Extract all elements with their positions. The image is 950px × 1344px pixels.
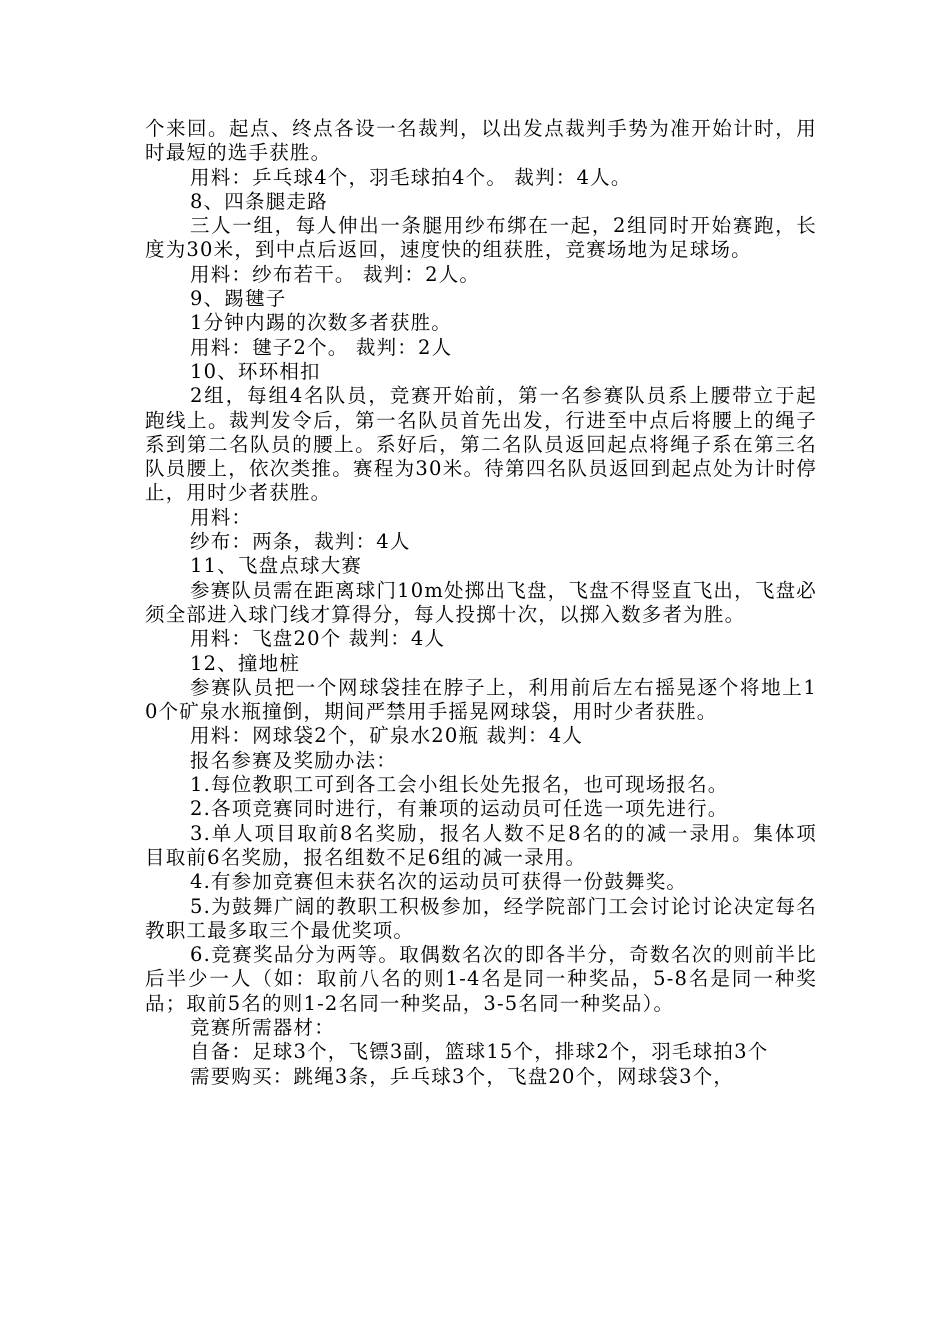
paragraph-14: 参赛队员需在距离球门10m处掷出飞盘，飞盘不得竖直飞出，飞盘必须全部进入球门线才算得分，每人投掷十次，以掷入数多者为胜。 [145,578,817,626]
paragraph-15: 用料：飞盘20个 裁判：4人 [190,627,446,651]
paragraph-8: 用料：毽子2个。 裁判：2人 [190,335,453,359]
equipment-self-provided: 自备：足球3个，飞镖3副，篮球15个，排球2个，羽毛球拍3个 [190,1040,769,1064]
section-heading-12: 12、撞地桩 [190,651,301,675]
rule-item-6: 6.竞赛奖品分为两等。取偶数名次的即各半分，奇数名次的则前半比后半少一人（如：取前八名的则1-4名是同一种奖品，5-8名是同一种奖品；取前5名的则1-2名同一种奖品，3-5名同一种奖品）。 [145,943,817,1015]
rule-item-5: 5.为鼓舞广阔的教职工积极参加，经学院部门工会讨论讨论决定每名教职工最多取三个最优奖项。 [145,894,817,942]
equipment-to-purchase: 需要购买：跳绳3条，乒乓球3个，飞盘20个，网球袋3个， [190,1064,735,1088]
document-body [145,117,817,1089]
paragraph-10: 2组，每组4名队员，竞赛开始前，第一名参赛队员系上腰带立于起跑线上。裁判发令后，第一名队员首先出发，行进至中点后将腰上的绳子系到第二名队员的腰上。系好后，第二名队员返回起点将绳子系在第三名队员腰上，依次类推。赛程为30米。待第四名队员返回到起点处为计时停止，用时少者获胜。 [145,384,817,505]
rule-item-4: 4.有参加竞赛但未获名次的运动员可获得一份鼓舞奖。 [190,870,688,894]
paragraph-17: 参赛队员把一个网球袋挂在脖子上，利用前后左右摇晃逐个将地上10个矿泉水瓶撞倒，期间严禁用手摇晃网球袋，用时少者获胜。 [145,675,817,724]
rule-item-1: 1.每位教职工可到各工会小组长处先报名，也可现场报名。 [190,773,729,797]
paragraph-2: 用料：乒乓球4个，羽毛球拍4个。 裁判：4人。 [190,165,632,189]
section-heading-11: 11、飞盘点球大赛 [190,554,363,578]
paragraph-5: 用料：纱布若干。 裁判：2人。 [190,262,481,286]
paragraph-4: 三人一组，每人伸出一条腿用纱布绑在一起，2组同时开始赛跑，长度为30米，到中点后返回，速度快的组获胜，竞赛场地为足球场。 [145,214,817,262]
paragraph-1: 个来回。起点、终点各设一名裁判，以出发点裁判手势为准开始计时，用时最短的选手获胜。 [145,117,817,165]
section-heading-10: 10、环环相扣 [190,359,321,383]
paragraph-12: 纱布：两条，裁判：4人 [190,530,411,554]
paragraph-11: 用料： [190,505,253,529]
paragraph-18: 用料：网球袋2个，矿泉水20瓶 裁判：4人 [190,724,584,748]
section-heading-equipment: 竞赛所需器材： [190,1015,335,1039]
rule-item-2: 2.各项竞赛同时进行，有兼项的运动员可任选一项先进行。 [190,797,729,821]
section-heading-9: 9、踢毽子 [190,287,287,311]
section-heading-8: 8、四条腿走路 [190,189,328,213]
paragraph-7: 1分钟内踢的次数多者获胜。 [190,311,453,335]
rule-item-3: 3.单人项目取前8名奖励，报名人数不足8名的的减一录用。集体项目取前6名奖励，报名组数不足6组的减一录用。 [145,821,817,869]
section-heading-registration: 报名参赛及奖励办法： [190,748,398,772]
